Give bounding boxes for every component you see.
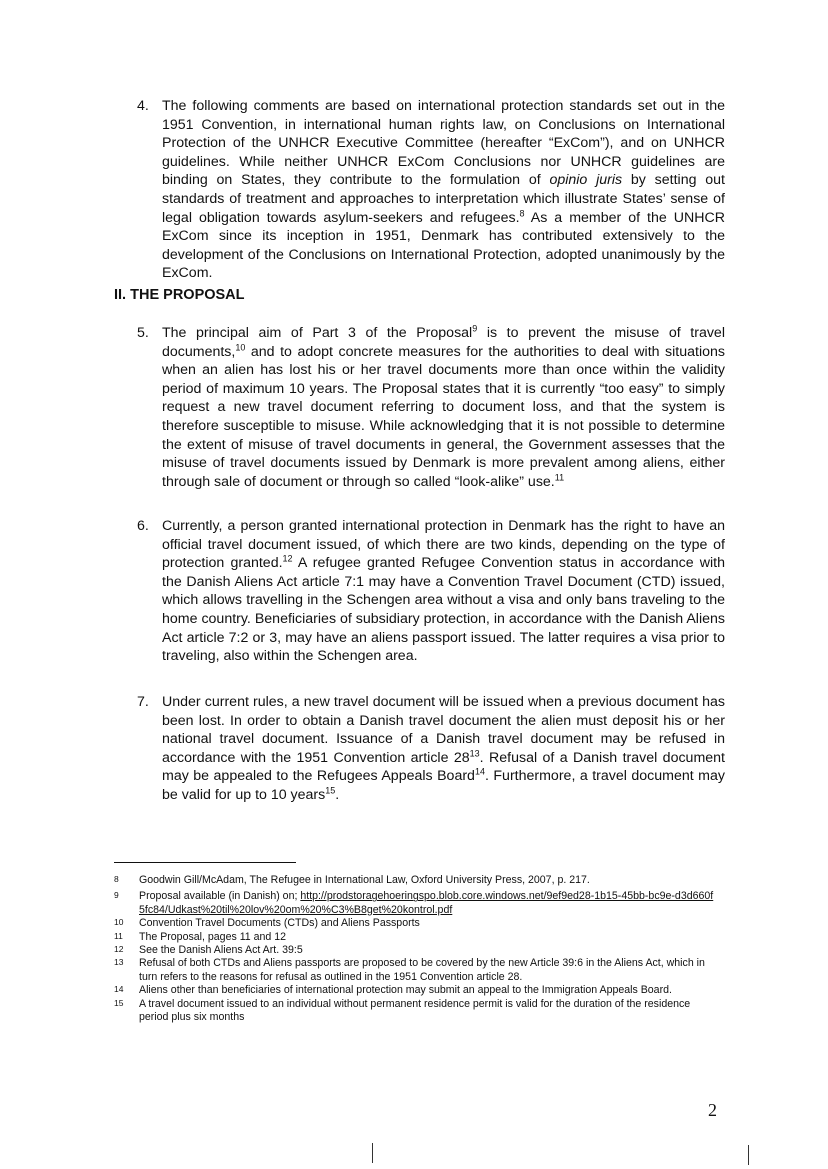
footnote-10: 10 Convention Travel Documents (CTDs) and Aliens Passports xyxy=(114,917,420,930)
footnote-divider xyxy=(114,862,296,863)
scan-mark xyxy=(748,1145,749,1165)
proposal-link[interactable]: http://prodstoragehoeringspo.blob.core.windows.net/9ef9ed28-1b15-45bb-bc9e-d3d660f5fc84/Udkast%20til%20lov%20om%20%C3%B8get%20kontrol.pdf xyxy=(139,890,714,916)
footnote-ref: 14 xyxy=(474,766,485,777)
paragraph-6 xyxy=(137,517,725,666)
footnote-8: 8 Goodwin Gill/McAdam, The Refugee in International Law, Oxford University Press, 2007, p. 217. xyxy=(114,874,590,886)
footnote-ref: 13 xyxy=(469,748,480,759)
footnote-ref: 8 xyxy=(519,207,525,218)
footnote-ref: 9 xyxy=(472,323,478,334)
footnote-14: 14 Aliens other than beneficiaries of international protection may submit an appeal to the Immigration Appeals Board. xyxy=(114,984,672,997)
footnote-12: 12 See the Danish Aliens Act Art. 39:5 xyxy=(114,944,303,957)
scan-mark xyxy=(372,1143,373,1163)
footnote-ref: 12 xyxy=(282,553,293,564)
footnote-9: 9 Proposal available (in Danish) on; http://prodstoragehoeringspo.blob.core.windows.net/9ef9ed28-1b15-45bb-bc9e-d3d660f5fc84/Udkast%20til%20lov%20om%20%C3%B8get%20kontrol.pdf xyxy=(114,890,714,916)
paragraph-5 xyxy=(137,324,725,491)
paragraph-number: 7. xyxy=(137,694,149,710)
paragraph-4 xyxy=(137,97,725,283)
paragraph-text: The principal aim of Part 3 of the Proposal$^9$ is to prevent the misuse of travel documents,$^{10}$ and to adopt concrete measures for the authorities to deal with situations when an alien has lost his or her travel documents more than once within the validity period of maximum 10 years. The Proposal states that it is currently “too easy” to simply request a new travel document referring to document loss, and that the system is therefore susceptible to misuse. While acknowledging that it is not possible to determine the extent of misuse of travel documents in general, the Government assesses that the misuse of travel documents issued by Denmark is more prevalent among aliens, either through sale of document or through so called “look-alike” use.$^{11}$ xyxy=(162,323,725,490)
section-heading: II. THE PROPOSAL xyxy=(114,287,245,303)
page-number: 2 xyxy=(708,1100,717,1120)
paragraph-text: Under current rules, a new travel document will be issued when a previous document has been lost. In order to obtain a Danish travel document the alien must deposit his or her national travel document. Issuance of a Danish travel document may be refused in accordance with the 1951 Convention article $28^{13}$. Refusal of a Danish travel document may be appealed to the Refugees Appeals Board$^{14}$. Furthermore, a travel document may be valid for up to 10 years$^{15}$. xyxy=(162,694,725,803)
paragraph-number: 5. xyxy=(137,325,149,341)
paragraph-text: Currently, a person granted international protection in Denmark has the right to have an official travel document issued, of which there are two kinds, depending on the type of protection granted.$^{12}$ A refugee granted Refugee Convention status in accordance with the Danish Aliens Act article 7:1 may have a Convention Travel Document (CTD) issued, which allows travelling in the Schengen area without a visa and only bans traveling to the home country. Beneficiaries of subsidiary protection, in accordance with the Danish Aliens Act article 7:2 or 3, may have an aliens passport issued. The latter requires a visa prior to traveling, also within the Schengen area. xyxy=(162,518,725,665)
paragraph-text: The following comments are based on international protection standards set out in the 1951 Convention, in international human rights law, on Conclusions on International Protection of the UNHCR Executive Committee (hereafter “ExCom”), and on UNHCR guidelines. While neither UNHCR ExCom Conclusions nor UNHCR guidelines are binding on States, they contribute to the formulation of opinio juris by setting out standards of treatment and approaches to interpretation which illustrate States’ sense of legal obligation towards asylum-seekers and refugees.$^8$ As a member of the UNHCR ExCom since its inception in 1951, Denmark has contributed extensively to the development of the Conclusions on International Protection, adopted unanimously by the ExCom. xyxy=(162,98,725,282)
footnotes xyxy=(114,874,714,1024)
footnote-ref: 11 xyxy=(554,472,565,483)
footnote-13: 13 Refusal of both CTDs and Aliens passports are proposed to be covered by the new Article 39:6 in the Aliens Act, which in turn refers to the reasons for refusal as outlined in the 1951 Convention article 28. xyxy=(114,957,705,983)
paragraph-number: 6. xyxy=(137,518,149,534)
italic-term: opinio juris xyxy=(549,172,623,189)
paragraph-7 xyxy=(137,693,725,805)
paragraph-number: 4. xyxy=(137,98,149,114)
footnote-ref: 15 xyxy=(325,785,336,796)
footnote-11: 11 The Proposal, pages 11 and 12 xyxy=(114,930,287,943)
footnote-15: 15 A travel document issued to an individual without permanent residence permit is valid for the duration of the residence period plus six months xyxy=(114,997,691,1024)
footnote-ref: 10 xyxy=(235,341,246,352)
